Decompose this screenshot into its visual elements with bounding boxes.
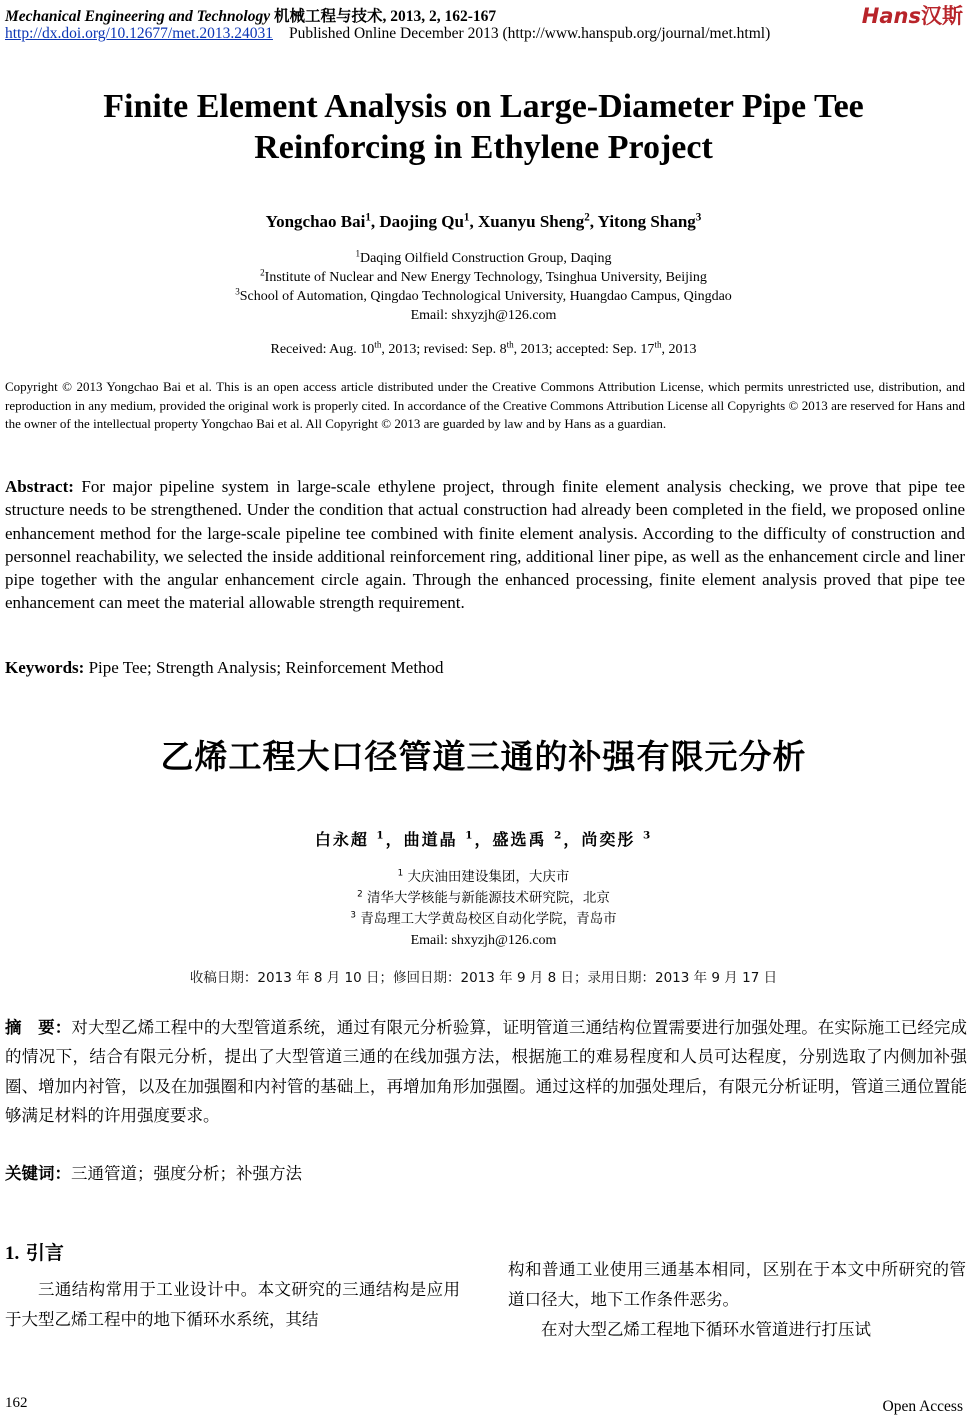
copyright-notice: Copyright © 2013 Yongchao Bai et al. This is an open access article distributed under the Creative Commons Attribution License, which permits unrestricted use, distribution, and reproduction in any medium, provided the original work is properly cited. In accordance of the Creative Commons Attribution License all Copyrights © 2013 are reserved for Hans and the owner of the intellectual property Yongchao Bai et al. All Copyright © 2013 are guarded by law and by Hans as a guardian. [5,379,965,432]
doi-line [5,25,770,43]
affiliations-cn [0,867,967,951]
journal-name: Mechanical Engineering and Technology [5,8,271,25]
paper-title-en: Finite Element Analysis on Large-Diameter Pipe Tee Reinforcing in Ethylene Project [103,88,864,166]
abstract-text: For major pipeline system in large-scale ethylene project, through finite element analysis checking, we prove that pipe tee structure needs to be strengthened. Under the condition that actual construction had already been completed in the field, we proposed online enhancement method for the large-scale pipeline tee combined with finite element analysis. According to the difficulty of construction and personnel reachability, we selected the inside additional reinforcement ring, additional liner pipe, as well as the enhancement circle and liner pipe together with the angular enhancement circle again. Through the enhanced processing, finite element analysis proved that pipe tee enhancement can meet the material allowable strength requirement. [5,477,965,613]
author: Yitong Shang$^3$ [597,211,702,231]
affiliation: $^2$Institute of Nuclear and New Energy Technology, Tsinghua University, Beijing [260,267,707,285]
page-number: 162 [5,1395,28,1411]
paper-title-cn: 乙烯工程大口径管道三通的补强有限元分析 [160,737,807,776]
affiliation: $^1$Daqing Oilfield Construction Group, Daqing [355,248,612,266]
author: 盛选禹 $^2$， [492,829,582,849]
section-heading: 1. 引言 [5,1242,64,1264]
journal-volume: 机械工程与技术, 2013, 2, 162-167 [270,8,497,25]
abstract-cn [5,1013,967,1130]
keywords-label: Keywords: [5,658,85,677]
author: 曲道晶 $^1$， [403,829,493,849]
affiliation: $^1$ 大庆油田建设集团，大庆市 [397,868,570,885]
affiliation: $^3$School of Automation, Qingdao Technological University, Huangdao Campus, Qingdao [235,286,732,304]
body-column-right [508,1255,966,1345]
body-paragraph: 在对大型乙烯工程地下循环水管道进行打压试 [541,1320,871,1339]
affiliations-en [0,249,967,325]
keywords-en [5,658,444,678]
keywords-cn [5,1160,302,1184]
body-paragraph: 构和普通工业使用三通基本相同，区别在于本文中所研究的管道口径大，地下工作条件恶劣。 [508,1260,966,1309]
abstract-text: 对大型乙烯工程中的大型管道系统，通过有限元分析验算，证明管道三通结构位置需要进行加强处理。在实际施工已经完成的情况下，结合有限元分析，提出了大型管道三通的在线加强方法，根据施工的难易程度和人员可达程度，分别选取了内侧加补强圈、增加内衬管，以及在加强圈和内衬管的基础上，再增加角形加强圈。通过这样的加强处理后，有限元分析证明，管道三通位置能够满足材料的许用强度要求。 [5,1018,967,1125]
author-list-en [0,212,967,232]
author: Xuanyu Sheng$^2$, [477,211,598,231]
abstract-en [5,475,965,615]
abstract-label: Abstract: [5,477,74,496]
keywords-text: Pipe Tee; Strength Analysis; Reinforcement Method [84,658,444,677]
keywords-label: 关键词： [5,1164,71,1183]
email: Email: shxyzjh@126.com [410,933,557,948]
journal-citation [5,4,496,26]
keywords-text: 三通管道；强度分析；补强方法 [71,1164,302,1183]
open-access-label: Open Access [882,1398,963,1415]
body-column-left [5,1238,460,1335]
published-online: Published Online December 2013 (http://www.hanspub.org/journal/met.html) [288,25,771,42]
doi-link[interactable]: http://dx.doi.org/10.12677/met.2013.24031 [5,25,273,42]
body-paragraph: 三通结构常用于工业设计中。本文研究的三通结构是应用于大型乙烯工程中的地下循环水系统，其结 [5,1280,460,1329]
received-dates-cn: 收稿日期：2013 年 8 月 10 日；修回日期：2013 年 9 月 8 日；录用日期：2013 年 9 月 17 日 [189,970,778,986]
author: Yongchao Bai$^1$, [265,211,380,231]
affiliation: $^2$ 清华大学核能与新能源技术研究院，北京 [357,889,610,906]
affiliation: $^3$ 青岛理工大学黄岛校区自动化学院，青岛市 [350,910,617,927]
author-list-cn [0,827,967,850]
author: Daojing Qu$^1$, [379,211,478,231]
abstract-label: 摘 要： [5,1018,72,1037]
email: Email: shxyzjh@126.com [410,308,557,323]
author: 白永超 $^1$， [314,829,404,849]
author: 尚奕彤 $^3$ [581,829,653,849]
publisher-logo: Hans汉斯 [861,4,963,28]
received-dates-en: Received: Aug. 10th, 2013; revised: Sep. 8th, 2013; accepted: Sep. 17th, 2013 [270,339,697,357]
